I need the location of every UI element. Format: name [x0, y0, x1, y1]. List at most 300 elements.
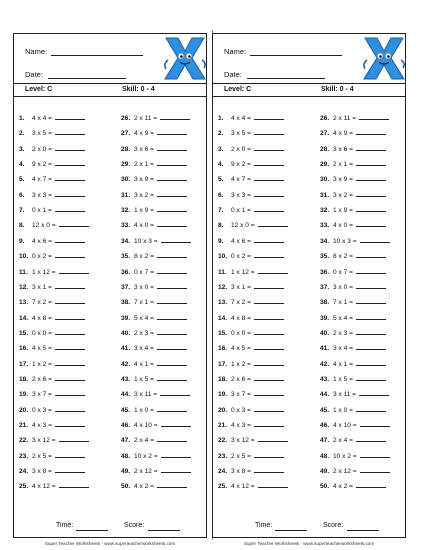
- answer-blank[interactable]: [254, 312, 284, 320]
- problem-number: 37.: [121, 283, 131, 291]
- answer-blank[interactable]: [356, 266, 386, 274]
- problem-item: [19, 480, 89, 491]
- problem-item: [121, 266, 187, 277]
- answer-blank[interactable]: [254, 388, 284, 396]
- problem-number: 41.: [121, 345, 131, 353]
- date-field[interactable]: [48, 78, 126, 79]
- problem-expression: 4 x 5 =: [32, 345, 52, 353]
- problem-expression: 7 x 2 =: [32, 299, 52, 307]
- problem-item: [218, 358, 284, 369]
- answer-blank[interactable]: [356, 281, 386, 289]
- level-label: Level: C: [25, 86, 53, 93]
- problem-number: 19.: [218, 391, 228, 399]
- problem-item: [218, 281, 284, 292]
- answer-blank[interactable]: [160, 112, 190, 120]
- problem-number: 16.: [218, 345, 228, 353]
- problem-number: 25.: [19, 483, 29, 491]
- problem-item: [320, 266, 386, 277]
- problem-expression: 1 x 9 =: [333, 207, 353, 215]
- problem-number: 43.: [320, 375, 330, 383]
- problem-number: 44.: [121, 391, 131, 399]
- problem-expression: 1 x 5 =: [333, 375, 353, 383]
- answer-blank[interactable]: [55, 235, 85, 243]
- problem-item: [19, 266, 89, 277]
- problem-expression: 0 x 7 =: [333, 268, 353, 276]
- answer-blank[interactable]: [157, 480, 187, 488]
- problem-expression: 10 x 2 =: [333, 452, 357, 460]
- answer-blank[interactable]: [59, 219, 89, 227]
- problem-expression: 3 x 7 =: [231, 391, 251, 399]
- problem-item: [121, 127, 187, 138]
- problem-expression: 3 x 3 =: [32, 191, 52, 199]
- problem-expression: 2 x 5 =: [231, 452, 251, 460]
- problem-expression: 1 x 12 =: [231, 268, 255, 276]
- problem-number: 17.: [218, 360, 228, 368]
- answer-blank[interactable]: [356, 404, 386, 412]
- problem-item: [218, 173, 284, 184]
- problem-expression: 4 x 1 =: [134, 360, 154, 368]
- answer-blank[interactable]: [55, 281, 85, 289]
- answer-blank[interactable]: [59, 434, 89, 442]
- answer-blank[interactable]: [258, 434, 288, 442]
- answer-blank[interactable]: [254, 358, 284, 366]
- worksheet-2: [212, 33, 406, 538]
- problem-item: [320, 281, 386, 292]
- answer-blank[interactable]: [356, 327, 386, 335]
- problem-expression: 0 x 3 =: [231, 406, 251, 414]
- problem-number: 42.: [121, 360, 131, 368]
- problem-number: 46.: [320, 422, 330, 429]
- problem-number: 21.: [218, 422, 228, 429]
- problem-item: [320, 388, 389, 399]
- problem-expression: 1 x 0 =: [134, 406, 154, 414]
- answer-blank[interactable]: [55, 312, 85, 320]
- level-bar: [14, 83, 206, 97]
- answer-blank[interactable]: [356, 127, 386, 135]
- problem-item: [19, 312, 85, 323]
- time-score-row: [14, 521, 206, 533]
- problem-item: [19, 204, 85, 215]
- answer-blank[interactable]: [55, 250, 85, 258]
- problem-item: [218, 127, 284, 138]
- problem-number: 22.: [19, 437, 29, 445]
- answer-blank[interactable]: [157, 127, 187, 135]
- problem-item: [320, 235, 390, 246]
- problem-expression: 2 x 1 =: [134, 161, 154, 168]
- problem-item: [320, 204, 386, 215]
- problem-item: [218, 143, 284, 154]
- problem-expression: 10 x 3 =: [134, 237, 158, 245]
- problem-item: [320, 373, 386, 384]
- answer-blank[interactable]: [55, 112, 85, 120]
- answer-blank[interactable]: [55, 327, 85, 335]
- answer-blank[interactable]: [356, 342, 386, 350]
- problem-number: 18.: [218, 375, 228, 383]
- answer-blank[interactable]: [55, 465, 85, 473]
- answer-blank[interactable]: [359, 112, 389, 120]
- problem-item: [218, 204, 284, 215]
- answer-blank[interactable]: [157, 204, 187, 212]
- answer-blank[interactable]: [258, 266, 288, 274]
- problem-number: 47.: [121, 437, 131, 445]
- problem-expression: 7 x 1 =: [333, 299, 353, 307]
- problem-item: [121, 373, 187, 384]
- answer-blank[interactable]: [161, 235, 191, 243]
- problem-item: [218, 373, 284, 384]
- answer-blank[interactable]: [356, 434, 386, 442]
- problem-expression: 4 x 9 =: [134, 130, 154, 138]
- problem-number: 4.: [19, 161, 25, 168]
- answer-blank[interactable]: [157, 189, 187, 197]
- problem-item: [320, 127, 386, 138]
- answer-blank[interactable]: [356, 189, 386, 197]
- answer-blank[interactable]: [356, 358, 386, 366]
- time-field[interactable]: [76, 530, 108, 531]
- answer-blank[interactable]: [55, 173, 85, 181]
- problem-expression: 3 x 12 =: [32, 437, 56, 445]
- problem-expression: 4 x 7 =: [32, 176, 52, 184]
- problem-expression: 4 x 2 =: [134, 483, 154, 491]
- credit-line: Super Teacher Worksheets - www.superteacherworksheets.com: [243, 541, 375, 546]
- problem-number: 12.: [218, 283, 228, 291]
- problem-item: [320, 450, 390, 461]
- answer-blank[interactable]: [55, 419, 85, 427]
- answer-blank[interactable]: [55, 204, 85, 212]
- problem-number: 46.: [121, 422, 131, 429]
- problem-number: 1.: [218, 115, 224, 122]
- problem-expression: 4 x 12 =: [231, 483, 255, 491]
- problem-number: 29.: [320, 161, 330, 168]
- problem-number: 8.: [218, 222, 224, 230]
- level-bar: [213, 83, 405, 97]
- answer-blank[interactable]: [254, 112, 284, 120]
- problem-expression: 2 x 12 =: [134, 468, 158, 476]
- answer-blank[interactable]: [157, 281, 187, 289]
- credit-line: Super Teacher Worksheets - www.superteacherworksheets.com: [44, 541, 176, 546]
- answer-blank[interactable]: [356, 480, 386, 488]
- answer-blank[interactable]: [157, 358, 187, 366]
- problem-number: 25.: [218, 483, 228, 491]
- answer-blank[interactable]: [160, 388, 190, 396]
- answer-blank[interactable]: [356, 204, 386, 212]
- problem-number: 21.: [19, 422, 29, 429]
- problem-number: 42.: [320, 360, 330, 368]
- problem-number: 50.: [121, 483, 131, 491]
- problem-expression: 2 x 3 =: [134, 329, 154, 337]
- name-label: Name:: [25, 47, 48, 56]
- problem-expression: 2 x 5 =: [32, 452, 52, 460]
- problem-number: 34.: [121, 237, 131, 245]
- answer-blank[interactable]: [254, 173, 284, 181]
- problem-number: 48.: [320, 452, 330, 460]
- problem-number: 41.: [320, 345, 330, 353]
- letter-x-mascot-icon: [162, 34, 208, 82]
- problem-item: [218, 450, 284, 461]
- problem-expression: 3 x 5 =: [231, 130, 251, 138]
- problem-number: 27.: [121, 130, 131, 138]
- answer-blank[interactable]: [254, 143, 284, 151]
- answer-blank[interactable]: [254, 419, 284, 427]
- answer-blank[interactable]: [254, 404, 284, 412]
- problem-number: 30.: [121, 176, 131, 184]
- date-label: Date:: [25, 70, 43, 79]
- problem-item: [320, 173, 386, 184]
- answer-blank[interactable]: [157, 158, 187, 166]
- answer-blank[interactable]: [157, 434, 187, 442]
- score-field[interactable]: [148, 530, 180, 531]
- problem-item: [218, 480, 288, 491]
- problem-number: 31.: [320, 191, 330, 199]
- answer-blank[interactable]: [254, 189, 284, 197]
- problem-item: [320, 327, 386, 338]
- problem-item: [121, 219, 187, 230]
- problem-item: [19, 281, 85, 292]
- answer-blank[interactable]: [157, 219, 187, 227]
- answer-blank[interactable]: [360, 450, 390, 458]
- problem-expression: 5 x 4 =: [134, 314, 154, 322]
- problem-number: 5.: [19, 176, 25, 184]
- answer-blank[interactable]: [254, 158, 284, 166]
- answer-blank[interactable]: [55, 342, 85, 350]
- problem-number: 47.: [320, 437, 330, 445]
- answer-blank[interactable]: [55, 388, 85, 396]
- answer-blank[interactable]: [356, 158, 386, 166]
- problem-expression: 3 x 2 =: [134, 191, 154, 199]
- problem-item: [218, 112, 284, 123]
- problem-expression: 3 x 6 =: [333, 145, 353, 153]
- problem-expression: 2 x 0 =: [32, 145, 52, 153]
- score-field[interactable]: [347, 530, 379, 531]
- problem-item: [19, 158, 85, 169]
- answer-blank[interactable]: [254, 127, 284, 135]
- answer-blank[interactable]: [254, 281, 284, 289]
- answer-blank[interactable]: [161, 419, 191, 427]
- problem-item: [19, 189, 85, 200]
- problem-number: 14.: [218, 314, 228, 322]
- answer-blank[interactable]: [359, 388, 389, 396]
- problem-expression: 3 x 3 =: [231, 191, 251, 199]
- answer-blank[interactable]: [254, 450, 284, 458]
- answer-blank[interactable]: [356, 219, 386, 227]
- problem-number: 24.: [19, 468, 29, 476]
- answer-blank[interactable]: [157, 250, 187, 258]
- answer-blank[interactable]: [161, 465, 191, 473]
- problem-item: [121, 327, 187, 338]
- problem-number: 36.: [320, 268, 330, 276]
- problem-number: 43.: [121, 375, 131, 383]
- problem-expression: 5 x 4 =: [333, 314, 353, 322]
- answer-blank[interactable]: [360, 419, 390, 427]
- problem-item: [19, 388, 85, 399]
- answer-blank[interactable]: [55, 158, 85, 166]
- problem-expression: 1 x 2 =: [32, 360, 52, 368]
- problem-expression: 0 x 1 =: [32, 207, 52, 215]
- answer-blank[interactable]: [157, 373, 187, 381]
- time-field[interactable]: [275, 530, 307, 531]
- problem-expression: 2 x 4 =: [333, 437, 353, 445]
- answer-blank[interactable]: [356, 173, 386, 181]
- problem-item: [19, 404, 85, 415]
- answer-blank[interactable]: [157, 327, 187, 335]
- answer-blank[interactable]: [254, 373, 284, 381]
- answer-blank[interactable]: [254, 342, 284, 350]
- worksheet-header: [14, 34, 206, 82]
- problem-number: 49.: [121, 468, 131, 476]
- answer-blank[interactable]: [258, 219, 288, 227]
- problem-number: 3.: [218, 145, 224, 153]
- problem-expression: 3 x 8 =: [32, 468, 52, 476]
- answer-blank[interactable]: [55, 358, 85, 366]
- problem-item: [121, 404, 187, 415]
- problem-expression: 3 x 0 =: [134, 283, 154, 291]
- problem-item: [218, 250, 284, 261]
- answer-blank[interactable]: [55, 143, 85, 151]
- skill-label: Skill: 0 - 4: [122, 86, 155, 93]
- time-score-row: [213, 521, 405, 533]
- problem-item: [121, 296, 187, 307]
- answer-blank[interactable]: [254, 465, 284, 473]
- answer-blank[interactable]: [55, 296, 85, 304]
- problem-item: [218, 342, 284, 353]
- problem-number: 12.: [19, 283, 29, 291]
- answer-blank[interactable]: [157, 342, 187, 350]
- problem-expression: 12 x 0 =: [231, 222, 255, 230]
- problem-number: 23.: [19, 452, 29, 460]
- worksheet-header: [213, 34, 405, 82]
- problem-item: [320, 358, 386, 369]
- answer-blank[interactable]: [59, 266, 89, 274]
- answer-blank[interactable]: [55, 450, 85, 458]
- problem-expression: 7 x 1 =: [134, 299, 154, 307]
- problem-number: 33.: [320, 222, 330, 230]
- score-label: Score:: [124, 522, 145, 529]
- answer-blank[interactable]: [157, 296, 187, 304]
- problem-number: 14.: [19, 314, 29, 322]
- problem-expression: 1 x 2 =: [231, 360, 251, 368]
- problem-expression: 2 x 3 =: [333, 329, 353, 337]
- problem-item: [121, 434, 187, 445]
- problem-number: 30.: [320, 176, 330, 184]
- problem-item: [19, 450, 85, 461]
- problem-item: [121, 112, 190, 123]
- answer-blank[interactable]: [356, 373, 386, 381]
- answer-blank[interactable]: [157, 266, 187, 274]
- problem-expression: 0 x 3 =: [32, 406, 52, 414]
- problem-item: [218, 419, 284, 430]
- problem-number: 32.: [121, 207, 131, 215]
- problem-number: 26.: [320, 115, 330, 122]
- answer-blank[interactable]: [254, 204, 284, 212]
- answer-blank[interactable]: [157, 404, 187, 412]
- problem-item: [320, 342, 386, 353]
- answer-blank[interactable]: [356, 143, 386, 151]
- problem-item: [121, 235, 191, 246]
- problem-number: 9.: [218, 237, 224, 245]
- problem-number: 10.: [218, 253, 228, 261]
- problem-number: 50.: [320, 483, 330, 491]
- answer-blank[interactable]: [356, 296, 386, 304]
- problem-number: 1.: [19, 115, 25, 122]
- answer-blank[interactable]: [55, 404, 85, 412]
- answer-blank[interactable]: [157, 312, 187, 320]
- answer-blank[interactable]: [59, 480, 89, 488]
- date-field[interactable]: [247, 78, 325, 79]
- problem-item: [320, 434, 386, 445]
- problem-number: 23.: [218, 452, 228, 460]
- name-field[interactable]: [51, 55, 143, 56]
- problem-expression: 4 x 9 =: [333, 130, 353, 138]
- problem-item: [218, 434, 288, 445]
- problem-number: 22.: [218, 437, 228, 445]
- answer-blank[interactable]: [360, 465, 390, 473]
- problem-number: 45.: [320, 406, 330, 414]
- answer-blank[interactable]: [157, 173, 187, 181]
- score-label: Score:: [323, 522, 344, 529]
- problem-number: 38.: [121, 299, 131, 307]
- problem-item: [320, 404, 386, 415]
- answer-blank[interactable]: [254, 296, 284, 304]
- problem-number: 29.: [121, 161, 131, 168]
- problem-expression: 3 x 6 =: [134, 145, 154, 153]
- problem-number: 20.: [19, 406, 29, 414]
- problem-item: [121, 465, 191, 476]
- problem-item: [121, 250, 187, 261]
- answer-blank[interactable]: [254, 235, 284, 243]
- problem-item: [19, 373, 85, 384]
- problem-number: 3.: [19, 145, 25, 153]
- problem-item: [218, 327, 284, 338]
- problem-item: [19, 143, 85, 154]
- problem-item: [19, 112, 85, 123]
- level-label: Level: C: [224, 86, 252, 93]
- problem-item: [121, 281, 187, 292]
- answer-blank[interactable]: [356, 312, 386, 320]
- answer-blank[interactable]: [55, 189, 85, 197]
- answer-blank[interactable]: [360, 235, 390, 243]
- problem-item: [19, 173, 85, 184]
- problem-expression: 9 x 2 =: [231, 161, 251, 168]
- problem-number: 8.: [19, 222, 25, 230]
- problem-item: [320, 465, 390, 476]
- problem-expression: 3 x 5 =: [32, 130, 52, 138]
- problem-number: 20.: [218, 406, 228, 414]
- problem-expression: 0 x 7 =: [134, 268, 154, 276]
- problem-number: 48.: [121, 452, 131, 460]
- answer-blank[interactable]: [157, 143, 187, 151]
- answer-blank[interactable]: [55, 127, 85, 135]
- problem-expression: 2 x 6 =: [231, 375, 251, 383]
- answer-blank[interactable]: [254, 250, 284, 258]
- problem-number: 35.: [320, 253, 330, 261]
- problem-number: 2.: [19, 130, 25, 138]
- problem-item: [320, 112, 389, 123]
- answer-blank[interactable]: [356, 250, 386, 258]
- problem-item: [19, 219, 89, 230]
- name-field[interactable]: [250, 55, 342, 56]
- answer-blank[interactable]: [161, 450, 191, 458]
- problem-expression: 3 x 9 =: [134, 176, 154, 184]
- answer-blank[interactable]: [258, 480, 288, 488]
- answer-blank[interactable]: [254, 327, 284, 335]
- problem-number: 34.: [320, 237, 330, 245]
- answer-blank[interactable]: [55, 373, 85, 381]
- problem-number: 9.: [19, 237, 25, 245]
- problem-number: 17.: [19, 360, 29, 368]
- problem-item: [19, 296, 85, 307]
- problem-expression: 4 x 10 =: [134, 422, 158, 429]
- problem-expression: 1 x 5 =: [134, 375, 154, 383]
- problem-number: 27.: [320, 130, 330, 138]
